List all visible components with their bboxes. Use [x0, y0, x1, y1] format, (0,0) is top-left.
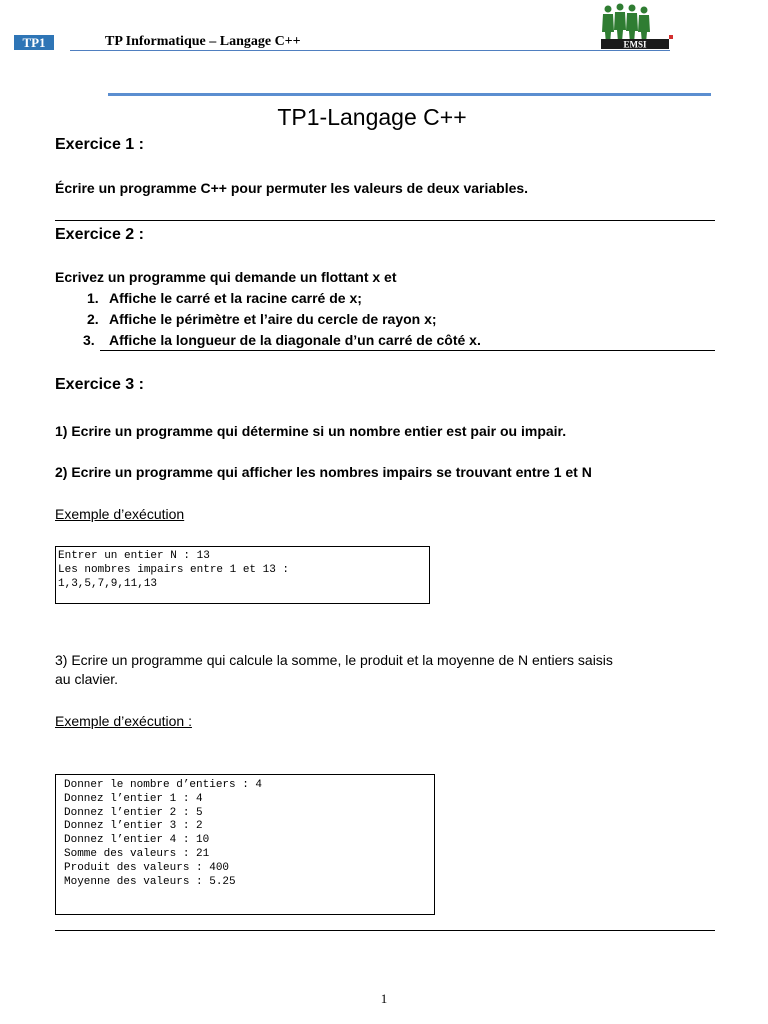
- console-line: Donnez l’entier 2 : 5: [64, 806, 203, 819]
- exercice3-question3-line1: 3) Ecrire un programme qui calcule la somme, le produit et la moyenne de N entiers saisis: [55, 652, 613, 668]
- divider: [100, 350, 715, 351]
- list-item-text: Affiche le carré et la racine carré de x;: [109, 290, 362, 306]
- title-rule: [108, 93, 711, 96]
- exercice3-heading: Exercice 3 :: [55, 376, 144, 393]
- console-line: Somme des valeurs : 21: [64, 847, 210, 860]
- console-line: Donnez l’entier 3 : 2: [64, 820, 203, 833]
- console-line: Donnez l’entier 1 : 4: [64, 792, 203, 805]
- header-title: TP Informatique – Langage C++: [105, 34, 301, 49]
- tp-badge: TP1: [14, 35, 54, 50]
- divider: [55, 930, 715, 931]
- console-line: Entrer un entier N : 13: [58, 550, 210, 562]
- exercice3-question1: 1) Ecrire un programme qui détermine si un nombre entier est pair ou impair.: [55, 423, 567, 439]
- console-output-2: [55, 774, 435, 915]
- emsi-logo: [598, 2, 674, 52]
- list-item-text: Affiche le périmètre et l’aire du cercle de rayon x;: [109, 311, 437, 327]
- console-line: Donner le nombre d’entiers : 4: [64, 779, 263, 791]
- exercice3-question2: 2) Ecrire un programme qui afficher les nombres impairs se trouvant entre 1 et N: [55, 464, 592, 480]
- logo-text: EMSI: [623, 39, 647, 50]
- list-item-text: Affiche la longueur de la diagonale d’un carré de côté x.: [109, 332, 481, 348]
- list-item-number: 3.: [83, 332, 95, 348]
- list-item: [87, 289, 362, 307]
- header-rule: [70, 50, 670, 51]
- document-title: TP1-Langage C++: [277, 104, 467, 130]
- divider: [55, 220, 715, 221]
- console-line: Moyenne des valeurs : 5.25: [64, 875, 236, 888]
- list-item: [83, 331, 481, 349]
- exercice2-heading: Exercice 2 :: [55, 226, 144, 243]
- exercice3-question3-line2: au clavier.: [55, 671, 119, 687]
- console-line: Produit des valeurs : 400: [64, 861, 230, 874]
- list-item-number: 2.: [87, 311, 99, 327]
- list-item-number: 1.: [87, 290, 99, 306]
- exercice1-heading: Exercice 1 :: [55, 136, 144, 153]
- page-number: 1: [380, 991, 388, 1006]
- console-line: Les nombres impairs entre 1 et 13 :: [58, 563, 290, 576]
- console-output-1: [55, 546, 430, 604]
- example1-label: Exemple d’exécution: [55, 506, 185, 522]
- example2-label: Exemple d’exécution :: [55, 713, 192, 729]
- console-line: 1,3,5,7,9,11,13: [58, 577, 158, 590]
- list-item: [87, 310, 437, 328]
- exercice1-text: Écrire un programme C++ pour permuter les valeurs de deux variables.: [55, 180, 529, 196]
- console-line: Donnez l’entier 4 : 10: [64, 834, 210, 847]
- exercice2-intro: Ecrivez un programme qui demande un flottant x et: [55, 269, 397, 285]
